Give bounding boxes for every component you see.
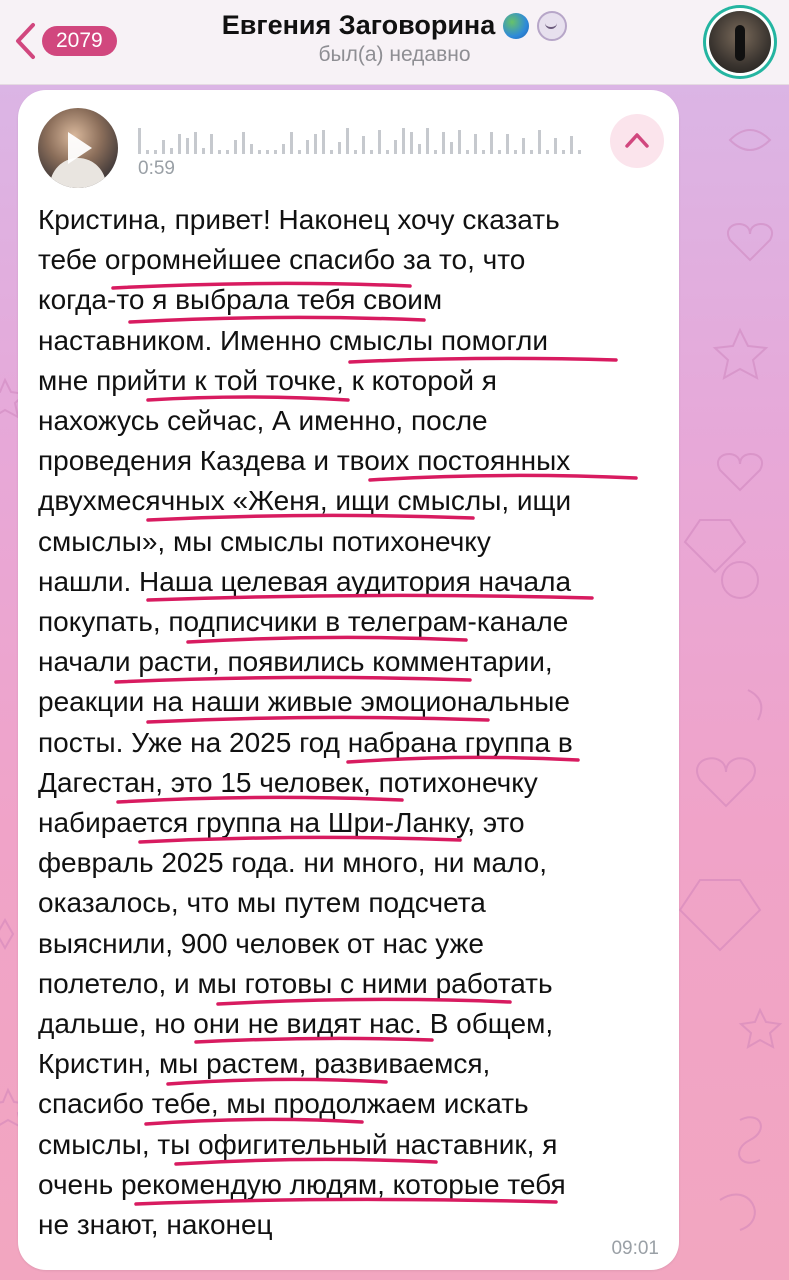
voice-waveform[interactable] <box>138 122 588 158</box>
contact-status: был(а) недавно <box>318 43 471 66</box>
message-bubble[interactable] <box>18 90 679 1270</box>
avatar-figure <box>735 25 745 61</box>
collapse-transcript-button[interactable] <box>610 114 664 168</box>
voice-duration: 0:59 <box>138 158 175 179</box>
mascot-emoji-icon <box>537 11 567 41</box>
voice-message-thumbnail[interactable] <box>38 108 118 188</box>
message-text: Кристина, привет! Наконец хочу сказать тебе огромнейшее спасибо за то, что когда-то я выбрала тебя своим наставником. Именно смыслы помогли мне прийти к той точке, к которой я нахожусь сейчас, А именно, после проведения Каздева и твоих постоянных двухмесячных «Женя, ищи смыслы, ищи смыслы», мы смыслы потихонечку нашли. Наша целевая аудитория начала покупать, подписчики в телеграм-канале начали расти, появились комментарии, реакции на наши живые эмоциональные посты. Уже на 2025 год набрана группа в Дагестан, это 15 человек, потихонечку набирается группа на Шри-Ланку, это февраль 2025 года. ни много, ни мало, оказалось, что мы путем подсчета выяснили, 900 человек от нас уже полетело, и мы готовы с ними работать дальше, но они не видят нас. В общем, Кристин, мы растем, развиваемся, спасибо тебе, мы продолжаем искать смыслы, ты офигительный наставник, я очень рекомендую людям, которые тебя не знают, наконец <box>38 204 573 1241</box>
chat-title-area[interactable] <box>0 10 789 67</box>
chat-header <box>0 0 789 85</box>
contact-avatar[interactable] <box>709 11 771 73</box>
play-icon[interactable] <box>58 128 98 168</box>
contact-name: Евгения Заговорина <box>221 10 496 40</box>
voice-message[interactable] <box>38 108 658 188</box>
chevron-up-icon <box>624 130 650 150</box>
unread-count-badge: 2079 <box>42 26 117 56</box>
message-time: 09:01 <box>611 1238 659 1259</box>
globe-emoji-icon <box>503 13 529 39</box>
